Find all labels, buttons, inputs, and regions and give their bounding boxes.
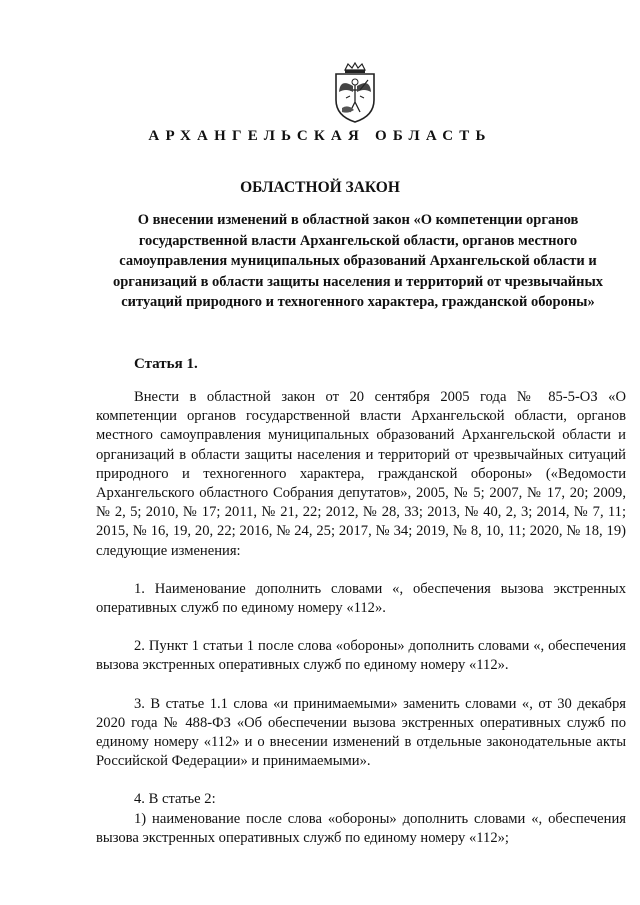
amendment-item-4-subitem-1: 1) наименование после слова «обороны» дополнить словами «, обеспечения вызова экстренных оперативных служб по единому номеру «112»; [96,810,626,846]
law-subtitle: О внесении изменений в областной закон «О компетенции органов государственной власти Архангельской области, органов местного самоуправления муниципальных образований Архангельской области и организаций в области защиты населения и территорий от чрезвычайных ситуаций природного и техногенного характера, гражданской обороны» [112,212,604,310]
coat-of-arms-icon [326,62,384,124]
amendment-item-1: 1. Наименование дополнить словами «, обеспечения вызова экстренных оперативных служб по единому номеру «112». [96,580,626,617]
article-intro-paragraph: Внести в областной закон от 20 сентября 2005 года № 85-5-ОЗ «О компетенции органов государственной власти Архангельской области, органов местного самоуправления муниципальных образований Архангельской области и организаций в области защиты населения и территорий от чрезвычайных ситуаций природного и техногенного характера, гражданской обороны» («Ведомости Архангельского областного Собрания депутатов», 2005, № 5; 2007, № 17, 20; 2009, № 2, 5; 2010, № 17; 2011, № 21, 22; 2012, № 28, 33; 2013, № 40, 2, 3; 2014, № 7, 11; 2015, № 16, 19, 20, 22; 2016, № 24, 25; 2017, № 34; 2019, № 8, 10, 11; 2020, № 18, 19) следующие изменения: [96,389,626,559]
amendment-item-2: 2. Пункт 1 статьи 1 после слова «обороны» дополнить словами «, обеспечения вызова экстренных оперативных служб по единому номеру «112». [96,638,626,674]
amendment-item-4: 4. В статье 2: [134,791,216,808]
region-name: АРХАНГЕЛЬСКАЯ ОБЛАСТЬ [148,128,492,144]
article-body [96,388,626,848]
article-heading: Статья 1. [134,356,198,372]
amendment-item-3: 3. В статье 1.1 слова «и принимаемыми» заменить словами «, от 30 декабря 2020 года № 488-ФЗ «Об обеспечении вызова экстренных оперативных служб по единому номеру «112» и о внесении изменений в отдельные законодательные акты Российской Федерации» и принимаемыми». [96,695,626,770]
law-type-title: ОБЛАСТНОЙ ЗАКОН [240,179,400,196]
